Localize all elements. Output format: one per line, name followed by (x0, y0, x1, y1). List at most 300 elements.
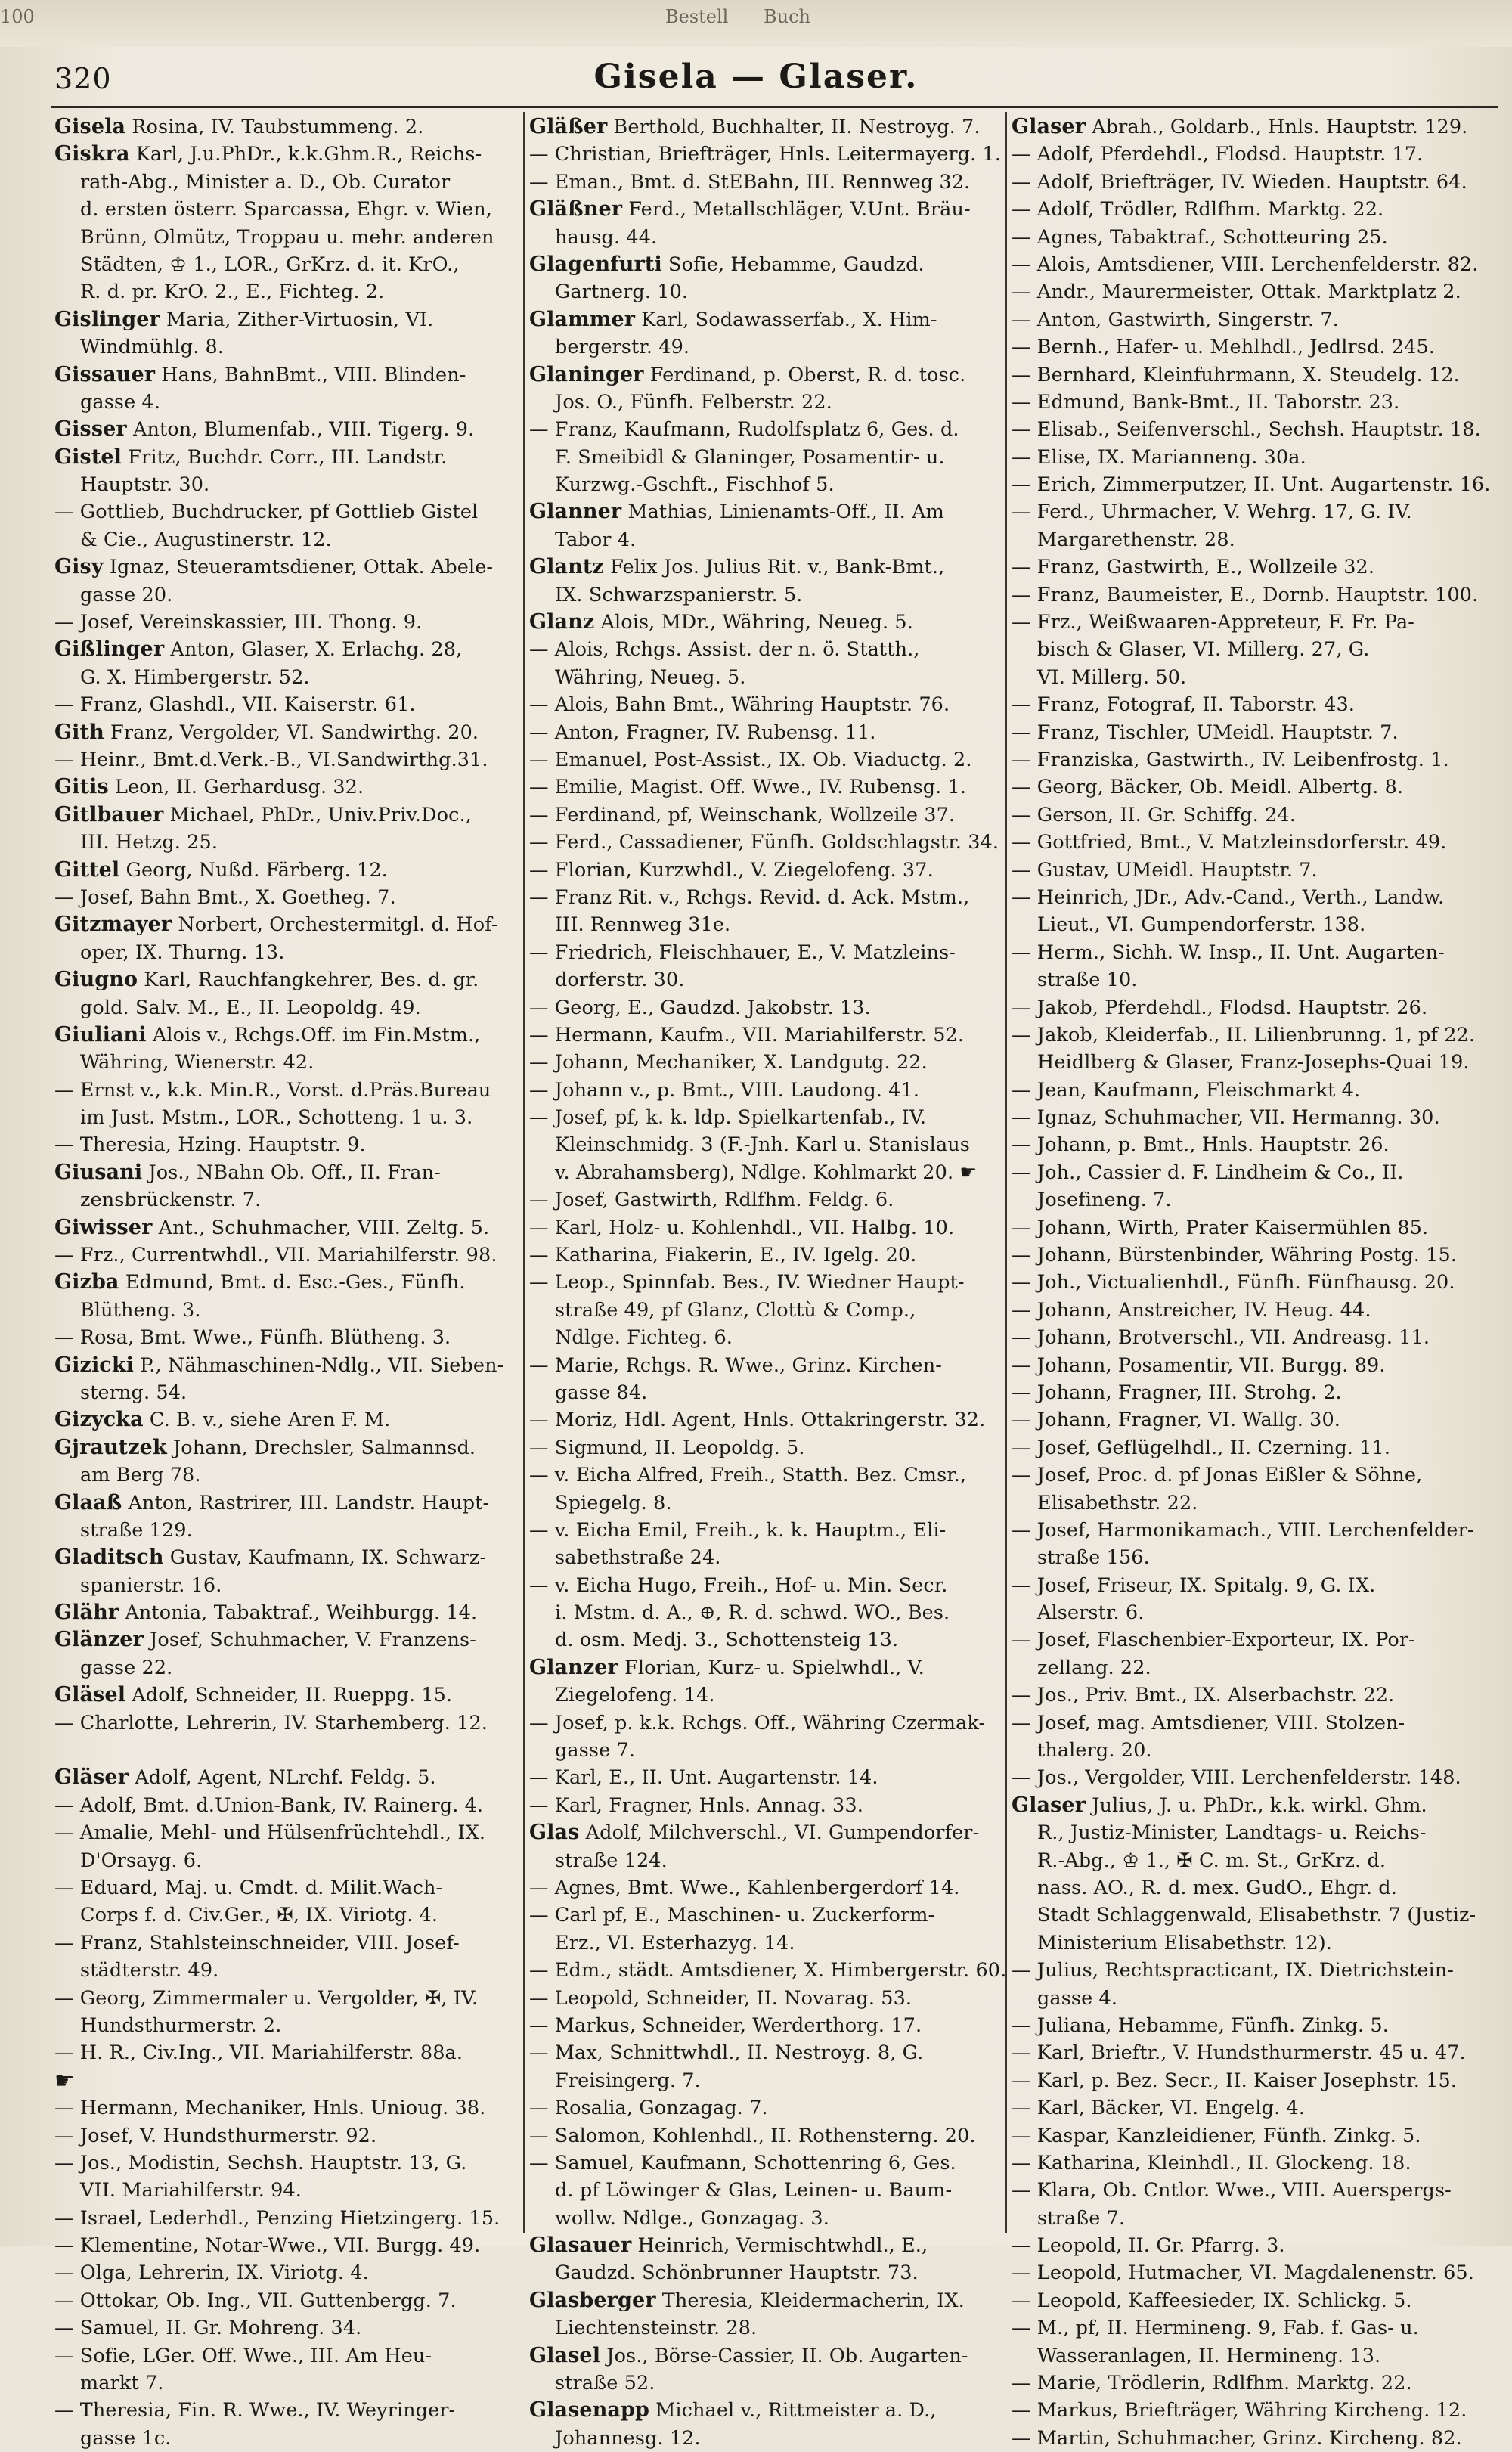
directory-entry (1012, 2039, 1495, 2066)
entry-text: — Leop., Spinnfab. Bes., IV. Wiedner Haupt- (529, 1271, 965, 1294)
entry-text: Anton, Rastrirer, III. Landstr. Haupt- (122, 1491, 490, 1514)
directory-column-3 (1012, 113, 1495, 2450)
directory-entry (54, 1737, 522, 1764)
entry-continuation (529, 664, 1004, 691)
entry-text: Ndlge. Fichteg. 6. (555, 1326, 733, 1350)
directory-entry (529, 1764, 1004, 1791)
surname-heading: Glagenfurti (529, 252, 662, 276)
directory-entry (529, 1792, 1004, 1819)
entry-continuation (529, 278, 1004, 305)
entry-text: Stadt Schlaggenwald, Elisabethstr. 7 (Justiz- (1037, 1904, 1476, 1927)
entry-text: — v. Eicha Alfred, Freih., Statth. Bez. Cmsr., (529, 1464, 967, 1487)
directory-column-1 (54, 113, 522, 2450)
entry-text: Jos., Börse-Cassier, II. Ob. Augarten- (600, 2344, 968, 2367)
entry-text: Edmund, Bmt. d. Esc.-Ges., Fünfh. (119, 1271, 466, 1294)
entry-text: — Josef, Vereinskassier, III. Thong. 9. (54, 611, 423, 634)
directory-entry (529, 1434, 1004, 1462)
directory-entry (529, 994, 1004, 1021)
directory-entry (1012, 609, 1495, 636)
entry-continuation (529, 966, 1004, 994)
entry-text: — Florian, Kurzwhdl., V. Ziegelofeng. 37. (529, 858, 934, 882)
directory-entry (1012, 1324, 1495, 1351)
surname-heading: Glaninger (529, 362, 644, 386)
directory-entry (529, 2012, 1004, 2039)
entry-text: — Eman., Bmt. d. StEBahn, III. Rennweg 32. (529, 170, 971, 194)
entry-text: gasse 7. (555, 1739, 636, 1762)
directory-entry (54, 1930, 522, 1957)
entry-text: — Gottlieb, Buchdrucker, pf Gottlieb Gistel (54, 501, 479, 524)
entry-text: — Leopold, Schneider, II. Novarag. 53. (529, 1986, 912, 2010)
entry-text: — Theresia, Hzing. Hauptstr. 9. (54, 1133, 366, 1157)
directory-entry (54, 1131, 522, 1158)
entry-continuation (54, 196, 522, 223)
directory-entry-head (54, 361, 522, 389)
entry-text: markt 7. (80, 2372, 164, 2395)
directory-entry (1012, 1104, 1495, 1131)
entry-text: Adolf, Milchverschl., VI. Gumpendorfer- (579, 1821, 980, 1845)
entry-text: im Just. Mstm., LOR., Schotteng. 1 u. 3. (80, 1106, 473, 1130)
directory-entry (529, 1021, 1004, 1049)
surname-heading: Gläßer (529, 115, 608, 138)
entry-text: Josefineng. 7. (1037, 1189, 1172, 1212)
entry-text: gasse 20. (80, 583, 173, 606)
entry-text: Jos., NBahn Ob. Off., II. Fran- (142, 1161, 441, 1184)
entry-text: Windmühlg. 8. (80, 336, 225, 359)
entry-continuation (529, 1159, 1004, 1186)
entry-text: — v. Eicha Emil, Freih., k. k. Hauptm., Eli- (529, 1518, 947, 1542)
entry-text: — Johann, Mechaniker, X. Landgutg. 22. (529, 1051, 928, 1074)
entry-text: — Ferd., Uhrmacher, V. Wehrg. 17, G. IV. (1012, 501, 1412, 524)
entry-text: — Franz, Baumeister, E., Dornb. Hauptstr. 100. (1012, 583, 1479, 606)
directory-entry (1012, 857, 1495, 884)
entry-text: — Heinr., Bmt.d.Verk.-B., VI.Sandwirthg.31. (54, 748, 488, 771)
directory-entry (1012, 2425, 1495, 2452)
entry-text: straße 129. (80, 1518, 193, 1542)
entry-text: straße 10. (1037, 969, 1138, 992)
entry-text: zensbrückenstr. 7. (80, 1189, 262, 1212)
entry-text: — v. Eicha Hugo, Freih., Hof- u. Min. Secr. (529, 1573, 948, 1597)
directory-entry-head (529, 361, 1004, 389)
entry-text: Währing, Wienerstr. 42. (80, 1051, 314, 1074)
directory-entry (529, 1517, 1004, 1544)
entry-text: Josef, Schuhmacher, V. Franzens- (143, 1629, 476, 1652)
entry-text: — H. R., Civ.Ing., VII. Mariahilferstr. 88a. (54, 2041, 463, 2065)
directory-entry (54, 2287, 522, 2314)
entry-text: — Georg, Bäcker, Ob. Meidl. Albertg. 8. (1012, 776, 1404, 799)
surname-heading: Giusani (54, 1160, 143, 1184)
entry-text: Felix Jos. Julius Rit. v., Bank-Bmt., (603, 556, 945, 579)
directory-entry (1012, 498, 1495, 525)
entry-continuation (529, 1544, 1004, 1571)
entry-continuation (1012, 1930, 1495, 1957)
directory-entry (529, 1902, 1004, 1929)
entry-text: Franz, Vergolder, VI. Sandwirthg. 20. (104, 721, 479, 744)
entry-text: — Markus, Briefträger, Währing Kircheng. 12. (1012, 2399, 1467, 2423)
directory-entry (1012, 939, 1495, 966)
entry-text: Kleinschmidg. 3 (F.-Jnh. Karl u. Stanislaus (555, 1133, 970, 1157)
entry-continuation (529, 1626, 1004, 1654)
entry-continuation (54, 2370, 522, 2397)
entry-text: Hundsthurmerstr. 2. (80, 2013, 282, 2037)
entry-text: Norbert, Orchestermitgl. d. Hof- (172, 913, 498, 937)
entry-text: dorferstr. 30. (555, 969, 685, 992)
entry-continuation (1012, 1847, 1495, 1874)
entry-text: — Ottokar, Ob. Ing., VII. Guttenbergg. 7. (54, 2289, 457, 2312)
entry-text: — Israel, Lederhdl., Penzing Hietzingerg. 15. (54, 2206, 500, 2230)
directory-entry-head (54, 801, 522, 829)
entry-continuation (529, 1131, 1004, 1158)
directory-entry (54, 884, 522, 911)
entry-text: Anton, Glaser, X. Erlachg. 28, (164, 638, 463, 662)
entry-text: Johannesg. 12. (555, 2426, 701, 2450)
surname-heading: Gladitsch (54, 1545, 164, 1570)
directory-entry (54, 2067, 522, 2094)
entry-continuation (54, 169, 522, 196)
directory-entry-head (1012, 1792, 1495, 1819)
entry-text: — Josef, Harmonikamach., VIII. Lerchenfelder- (1012, 1518, 1474, 1542)
entry-continuation (529, 444, 1004, 471)
directory-entry (529, 1406, 1004, 1434)
directory-entry (54, 1077, 522, 1104)
entry-text: — Katharina, Fiakerin, E., IV. Igelg. 20. (529, 1244, 917, 1267)
directory-entry-head (54, 1352, 522, 1379)
entry-text: — Bernh., Hafer- u. Mehlhdl., Jedlrsd. 245. (1012, 336, 1435, 359)
directory-entry (54, 2205, 522, 2232)
entry-continuation (54, 2177, 522, 2204)
entry-continuation (529, 2425, 1004, 2452)
entry-text: — Adolf, Briefträger, IV. Wieden. Hauptstr. 64. (1012, 170, 1467, 194)
directory-entry-head (54, 1682, 522, 1709)
entry-text: — Josef, V. Hundsthurmerstr. 92. (54, 2124, 377, 2147)
entry-text: — Johann, p. Bmt., Hnls. Hauptstr. 26. (1012, 1133, 1390, 1157)
directory-entry (1012, 224, 1495, 251)
directory-entry-head (54, 1544, 522, 1571)
directory-entry (529, 2150, 1004, 2177)
directory-entry-head (529, 251, 1004, 278)
entry-text: Mathias, Linienamts-Off., II. Am (621, 501, 944, 524)
entry-text: Ignaz, Steueramtsdiener, Ottak. Abele- (103, 556, 494, 579)
entry-text: Leon, II. Gerhardusg. 32. (108, 776, 364, 799)
directory-entry (529, 1104, 1004, 1131)
surname-heading: Giwisser (54, 1215, 153, 1239)
surname-heading: Gizicki (54, 1353, 135, 1377)
entry-text: — Christian, Briefträger, Hnls. Leitermayerg. 1. (529, 143, 1002, 166)
entry-text: gasse 4. (80, 390, 161, 414)
entry-text: Alserstr. 6. (1037, 1601, 1145, 1625)
entry-text: — Jos., Modistin, Sechsh. Hauptstr. 13, G. (54, 2151, 467, 2175)
entry-text: Gustav, Kaufmann, IX. Schwarz- (163, 1546, 487, 1570)
directory-entry (1012, 691, 1495, 718)
entry-text: gasse 1c. (80, 2426, 172, 2450)
entry-continuation (54, 581, 522, 609)
directory-entry-head (529, 113, 1004, 141)
directory-entry (1012, 1297, 1495, 1324)
entry-text: — Herm., Sichh. W. Insp., II. Unt. Augarten- (1012, 941, 1445, 964)
directory-entry-head (529, 2287, 1004, 2314)
surname-heading: Giskra (54, 142, 130, 166)
directory-entry (54, 2314, 522, 2342)
entry-text: d. ersten österr. Sparcassa, Ehgr. v. Wien, (80, 198, 492, 222)
entry-text: Rosina, IV. Taubstummeng. 2. (125, 116, 424, 138)
entry-text: — Johann, Fragner, III. Strohg. 2. (1012, 1381, 1342, 1404)
directory-entry-head (529, 498, 1004, 525)
entry-continuation (529, 2259, 1004, 2286)
entry-continuation (529, 1599, 1004, 1626)
entry-text: Heinrich, Vermischtwhdl., E., (631, 2234, 928, 2258)
entry-text: — Josef, Flaschenbier-Exporteur, IX. Por- (1012, 1629, 1415, 1652)
entry-text: — Johann, Posamentir, VII. Burgg. 89. (1012, 1353, 1386, 1377)
entry-text: — Leopold, Kaffeesieder, IX. Schlickg. 5. (1012, 2289, 1412, 2312)
directory-entry (1012, 361, 1495, 389)
directory-entry (54, 1241, 522, 1269)
entry-text: — Ignaz, Schuhmacher, VII. Hermanng. 30. (1012, 1106, 1440, 1130)
entry-text: — Julius, Rechtspracticant, IX. Dietrichstein- (1012, 1959, 1455, 1982)
directory-entry-head (529, 2397, 1004, 2424)
directory-entry (1012, 169, 1495, 196)
directory-entry-head (54, 416, 522, 443)
directory-entry (529, 884, 1004, 911)
entry-text: — Karl, Bäcker, VI. Engelg. 4. (1012, 2097, 1305, 2120)
entry-text: — Klementine, Notar-Wwe., VII. Burgg. 49. (54, 2234, 481, 2258)
entry-text: — Franz, Fotograf, II. Taborstr. 43. (1012, 693, 1356, 717)
entry-text: — Franziska, Gastwirth., IV. Leibenfrostg. 1. (1012, 748, 1449, 771)
entry-text: — Kaspar, Kanzleidiener, Fünfh. Zinkg. 5. (1012, 2124, 1421, 2147)
entry-text: Blütheng. 3. (80, 1298, 201, 1322)
entry-continuation (1012, 1599, 1495, 1626)
entry-text: Karl, J.u.PhDr., k.k.Ghm.R., Reichs- (129, 143, 482, 166)
directory-entry (529, 1874, 1004, 1902)
entry-text: — Klara, Ob. Cntlor. Wwe., VIII. Auerspergs- (1012, 2179, 1452, 2202)
entry-text: — Leopold, II. Gr. Pfarrg. 3. (1012, 2234, 1285, 2258)
running-title: Gisela — Glaser. (593, 57, 919, 96)
entry-continuation (529, 333, 1004, 361)
entry-text: gold. Salv. M., E., II. Leopoldg. 49. (80, 996, 421, 1019)
entry-text: Antonia, Tabaktraf., Weihburgg. 14. (119, 1601, 478, 1625)
entry-continuation (529, 389, 1004, 416)
surname-heading: Glanz (529, 610, 595, 634)
entry-text: Gaudzd. Schönbrunner Hauptstr. 73. (555, 2261, 919, 2285)
entry-continuation (1012, 1489, 1495, 1517)
entry-text: — Alois, Amtsdiener, VIII. Lerchenfelderstr. 82. (1012, 253, 1479, 276)
entry-text: Karl, Sodawasserfab., X. Him- (635, 308, 937, 331)
entry-text: — Hermann, Mechaniker, Hnls. Unioug. 38. (54, 2097, 486, 2120)
entry-continuation (529, 911, 1004, 938)
entry-text: — Karl, Brieftr., V. Hundsthurmerstr. 45 u. 47. (1012, 2041, 1466, 2065)
entry-continuation (1012, 1737, 1495, 1764)
entry-continuation (54, 526, 522, 553)
entry-text: Brünn, Olmütz, Troppau u. mehr. anderen (80, 225, 494, 249)
directory-entry (529, 1269, 1004, 1296)
surname-heading: Gistel (54, 445, 122, 469)
entry-continuation (54, 224, 522, 251)
entry-continuation (529, 2314, 1004, 2342)
entry-text: Adolf, Schneider, II. Rueppg. 15. (125, 1684, 453, 1707)
entry-text: — Carl pf, E., Maschinen- u. Zuckerform- (529, 1904, 935, 1927)
directory-entry (1012, 2232, 1495, 2259)
directory-entry-head (54, 141, 522, 168)
entry-text: — Juliana, Hebamme, Fünfh. Zinkg. 5. (1012, 2013, 1389, 2037)
surname-heading: Gjrautzek (54, 1435, 167, 1459)
directory-entry (1012, 1517, 1495, 1544)
directory-entry (1012, 746, 1495, 773)
entry-continuation (1012, 1874, 1495, 1902)
entry-text: Fritz, Buchdr. Corr., III. Landstr. (122, 445, 448, 469)
directory-entry-head (54, 1214, 522, 1241)
entry-text: — Charlotte, Lehrerin, IV. Starhemberg. 12. (54, 1711, 488, 1734)
entry-text: thalerg. 20. (1037, 1739, 1152, 1762)
entry-text: — Markus, Schneider, Werderthorg. 17. (529, 2013, 922, 2037)
surname-heading: Glaaß (54, 1490, 122, 1514)
entry-continuation (529, 1737, 1004, 1764)
entry-text: — Ferdinand, pf, Weinschank, Wollzeile 37. (529, 803, 956, 826)
directory-entry (54, 2150, 522, 2177)
entry-text: VI. Millerg. 50. (1037, 665, 1187, 689)
entry-text: D'Orsayg. 6. (80, 1849, 203, 1872)
directory-entry-head (54, 1021, 522, 1049)
entry-text: Berthold, Buchhalter, II. Nestroyg. 7. (607, 116, 981, 138)
strip-fragment: Buch (764, 6, 810, 27)
surname-heading: Glas (529, 1821, 580, 1845)
entry-text: III. Rennweg 31e. (555, 913, 731, 937)
entry-continuation (54, 2425, 522, 2452)
directory-entry (1012, 884, 1495, 911)
entry-continuation (529, 1682, 1004, 1709)
surname-heading: Gittel (54, 857, 120, 882)
entry-text: Theresia, Kleidermacherin, IX. (655, 2289, 965, 2312)
surname-heading: Glänzer (54, 1628, 144, 1652)
surname-heading: Glasenapp (529, 2398, 649, 2423)
previous-page-strip (0, 0, 1512, 47)
directory-entry (1012, 2177, 1495, 2204)
entry-text: — Samuel, II. Gr. Mohreng. 34. (54, 2317, 362, 2340)
surname-heading: Glaser (1012, 115, 1086, 138)
entry-text: — Gottfried, Bmt., V. Matzleinsdorferstr. 49. (1012, 831, 1447, 854)
surname-heading: Gitzmayer (54, 913, 172, 937)
directory-entry-head (54, 444, 522, 471)
entry-text: R. d. pr. KrO. 2., E., Fichteg. 2. (80, 281, 385, 304)
surname-heading: Gislinger (54, 307, 160, 331)
entry-text: nass. AO., R. d. mex. GudO., Ehgr. d. (1037, 1877, 1397, 1899)
directory-entry-head (54, 1159, 522, 1186)
entry-text: rath-Abg., Minister a. D., Ob. Curator (80, 170, 451, 194)
entry-text: — Katharina, Kleinhdl., II. Glockeng. 18. (1012, 2151, 1411, 2175)
entry-text: Ferdinand, p. Oberst, R. d. tosc. (643, 363, 966, 386)
directory-column-2 (529, 113, 1007, 2450)
entry-text: — Josef, pf, k. k. ldp. Spielkartenfab., IV. (529, 1106, 927, 1130)
directory-entry-head (529, 2342, 1004, 2370)
strip-fragment: Bestell (665, 6, 729, 27)
entry-text: Julius, J. u. PhDr., k.k. wirkl. Ghm. (1086, 1793, 1427, 1817)
entry-text: — Josef, Bahn Bmt., X. Goetheg. 7. (54, 885, 396, 909)
entry-text: Anton, Blumenfab., VIII. Tigerg. 9. (126, 418, 475, 442)
directory-entry (529, 801, 1004, 829)
entry-text: — Josef, Geflügelhdl., II. Czerning. 11. (1012, 1436, 1391, 1459)
entry-continuation (54, 664, 522, 691)
entry-continuation (54, 1104, 522, 1131)
directory-entry (1012, 2397, 1495, 2424)
entry-continuation (54, 251, 522, 278)
column-divider (523, 112, 525, 2233)
entry-text: — Jean, Kaufmann, Fleischmarkt 4. (1012, 1078, 1361, 1102)
directory-entry-head (54, 553, 522, 581)
surname-heading: Glanner (529, 500, 622, 524)
entry-text: — Leopold, Hutmacher, VI. Magdalenenstr. 65. (1012, 2261, 1474, 2285)
entry-text: d. osm. Medj. 3., Schottensteig 13. (555, 1629, 899, 1652)
entry-text: — Edm., städt. Amtsdiener, X. Himbergerstr. 60. (529, 1959, 1007, 1982)
entry-text: Währing, Neueg. 5. (555, 665, 746, 689)
entry-text: — Josef, Friseur, IX. Spitalg. 9, G. IX. (1012, 1573, 1376, 1597)
entry-text: Georg, Nußd. Färberg. 12. (119, 858, 388, 882)
entry-text: P., Nähmaschinen-Ndlg., VII. Sieben- (134, 1353, 504, 1377)
entry-continuation (529, 2177, 1004, 2204)
entry-text: — Franz, Kaufmann, Rudolfsplatz 6, Ges. d. (529, 418, 959, 442)
entry-text: — Karl, Holz- u. Kohlenhdl., VII. Halbg. 10. (529, 1216, 955, 1239)
entry-continuation (1012, 526, 1495, 553)
directory-entry (529, 1186, 1004, 1214)
entry-text: Wasseranlagen, II. Hermineng. 13. (1037, 2344, 1381, 2367)
directory-entry (54, 1819, 522, 1846)
entry-text: — Ernst v., k.k. Min.R., Vorst. d.Präs.Bureau (54, 1078, 491, 1102)
entry-text: Spiegelg. 8. (555, 1491, 672, 1514)
entry-text: Jos. O., Fünfh. Felberstr. 22. (555, 390, 832, 414)
entry-text: Alois, MDr., Währing, Neueg. 5. (594, 611, 913, 634)
entry-text: — Anton, Gastwirth, Singerstr. 7. (1012, 308, 1339, 331)
strip-fragment: 100 (0, 6, 35, 27)
entry-text: — Salomon, Kohlenhdl., II. Rothensterng. 20. (529, 2124, 976, 2147)
entry-continuation (1012, 966, 1495, 994)
entry-text: — Andr., Maurermeister, Ottak. Marktplatz 2. (1012, 281, 1461, 304)
surname-heading: Glantz (529, 555, 604, 579)
entry-text: Maria, Zither-Virtuosin, VI. (160, 308, 434, 331)
directory-entry-head (529, 1819, 1004, 1846)
entry-text: — Alois, Rchgs. Assist. der n. ö. Statth., (529, 638, 920, 662)
entry-continuation (54, 1049, 522, 1076)
directory-entry (1012, 2287, 1495, 2314)
directory-entry-head (529, 553, 1004, 581)
directory-entry-head (54, 636, 522, 663)
entry-text: straße 49, pf Glanz, Clottù & Comp., (555, 1298, 916, 1322)
surname-heading: Gißlinger (54, 637, 165, 662)
directory-entry (529, 1957, 1007, 1984)
entry-text: — Martin, Schuhmacher, Grinz. Kircheng. 82. (1012, 2426, 1462, 2450)
directory-entry (1012, 719, 1495, 746)
entry-continuation (54, 1462, 522, 1489)
directory-entry-head (54, 966, 522, 994)
entry-text: — Joh., Victualienhdl., Fünfh. Fünfhausg. 20. (1012, 1271, 1455, 1294)
entry-text: — Alois, Bahn Bmt., Währing Hauptstr. 76. (529, 693, 950, 717)
directory-entry (529, 1572, 1004, 1599)
directory-entry (529, 169, 1004, 196)
entry-text: — Rosa, Bmt. Wwe., Fünfh. Blütheng. 3. (54, 1326, 451, 1350)
surname-heading: Glasel (529, 2343, 601, 2367)
directory-entry-head (54, 1269, 522, 1296)
entry-text: straße 156. (1037, 1546, 1150, 1570)
surname-heading: Gläser (54, 1765, 129, 1790)
entry-continuation (54, 1902, 522, 1929)
entry-text: — Josef, mag. Amtsdiener, VIII. Stolzen- (1012, 1711, 1405, 1734)
directory-entry (1012, 2094, 1495, 2122)
entry-text: Margarethenstr. 28. (1037, 528, 1235, 551)
entry-continuation (529, 1324, 1004, 1351)
entry-text: — Amalie, Mehl- und Hülsenfrüchtehdl., IX. (54, 1821, 486, 1845)
entry-text: Liechtensteinstr. 28. (555, 2317, 758, 2340)
directory-entry (529, 2039, 1004, 2066)
entry-text: — Elisab., Seifenverschl., Sechsh. Hauptstr. 18. (1012, 418, 1481, 442)
surname-heading: Gizba (54, 1270, 119, 1294)
entry-text: Hauptstr. 30. (80, 473, 210, 497)
surname-heading: Gitlbauer (54, 802, 164, 826)
entry-continuation (54, 333, 522, 361)
